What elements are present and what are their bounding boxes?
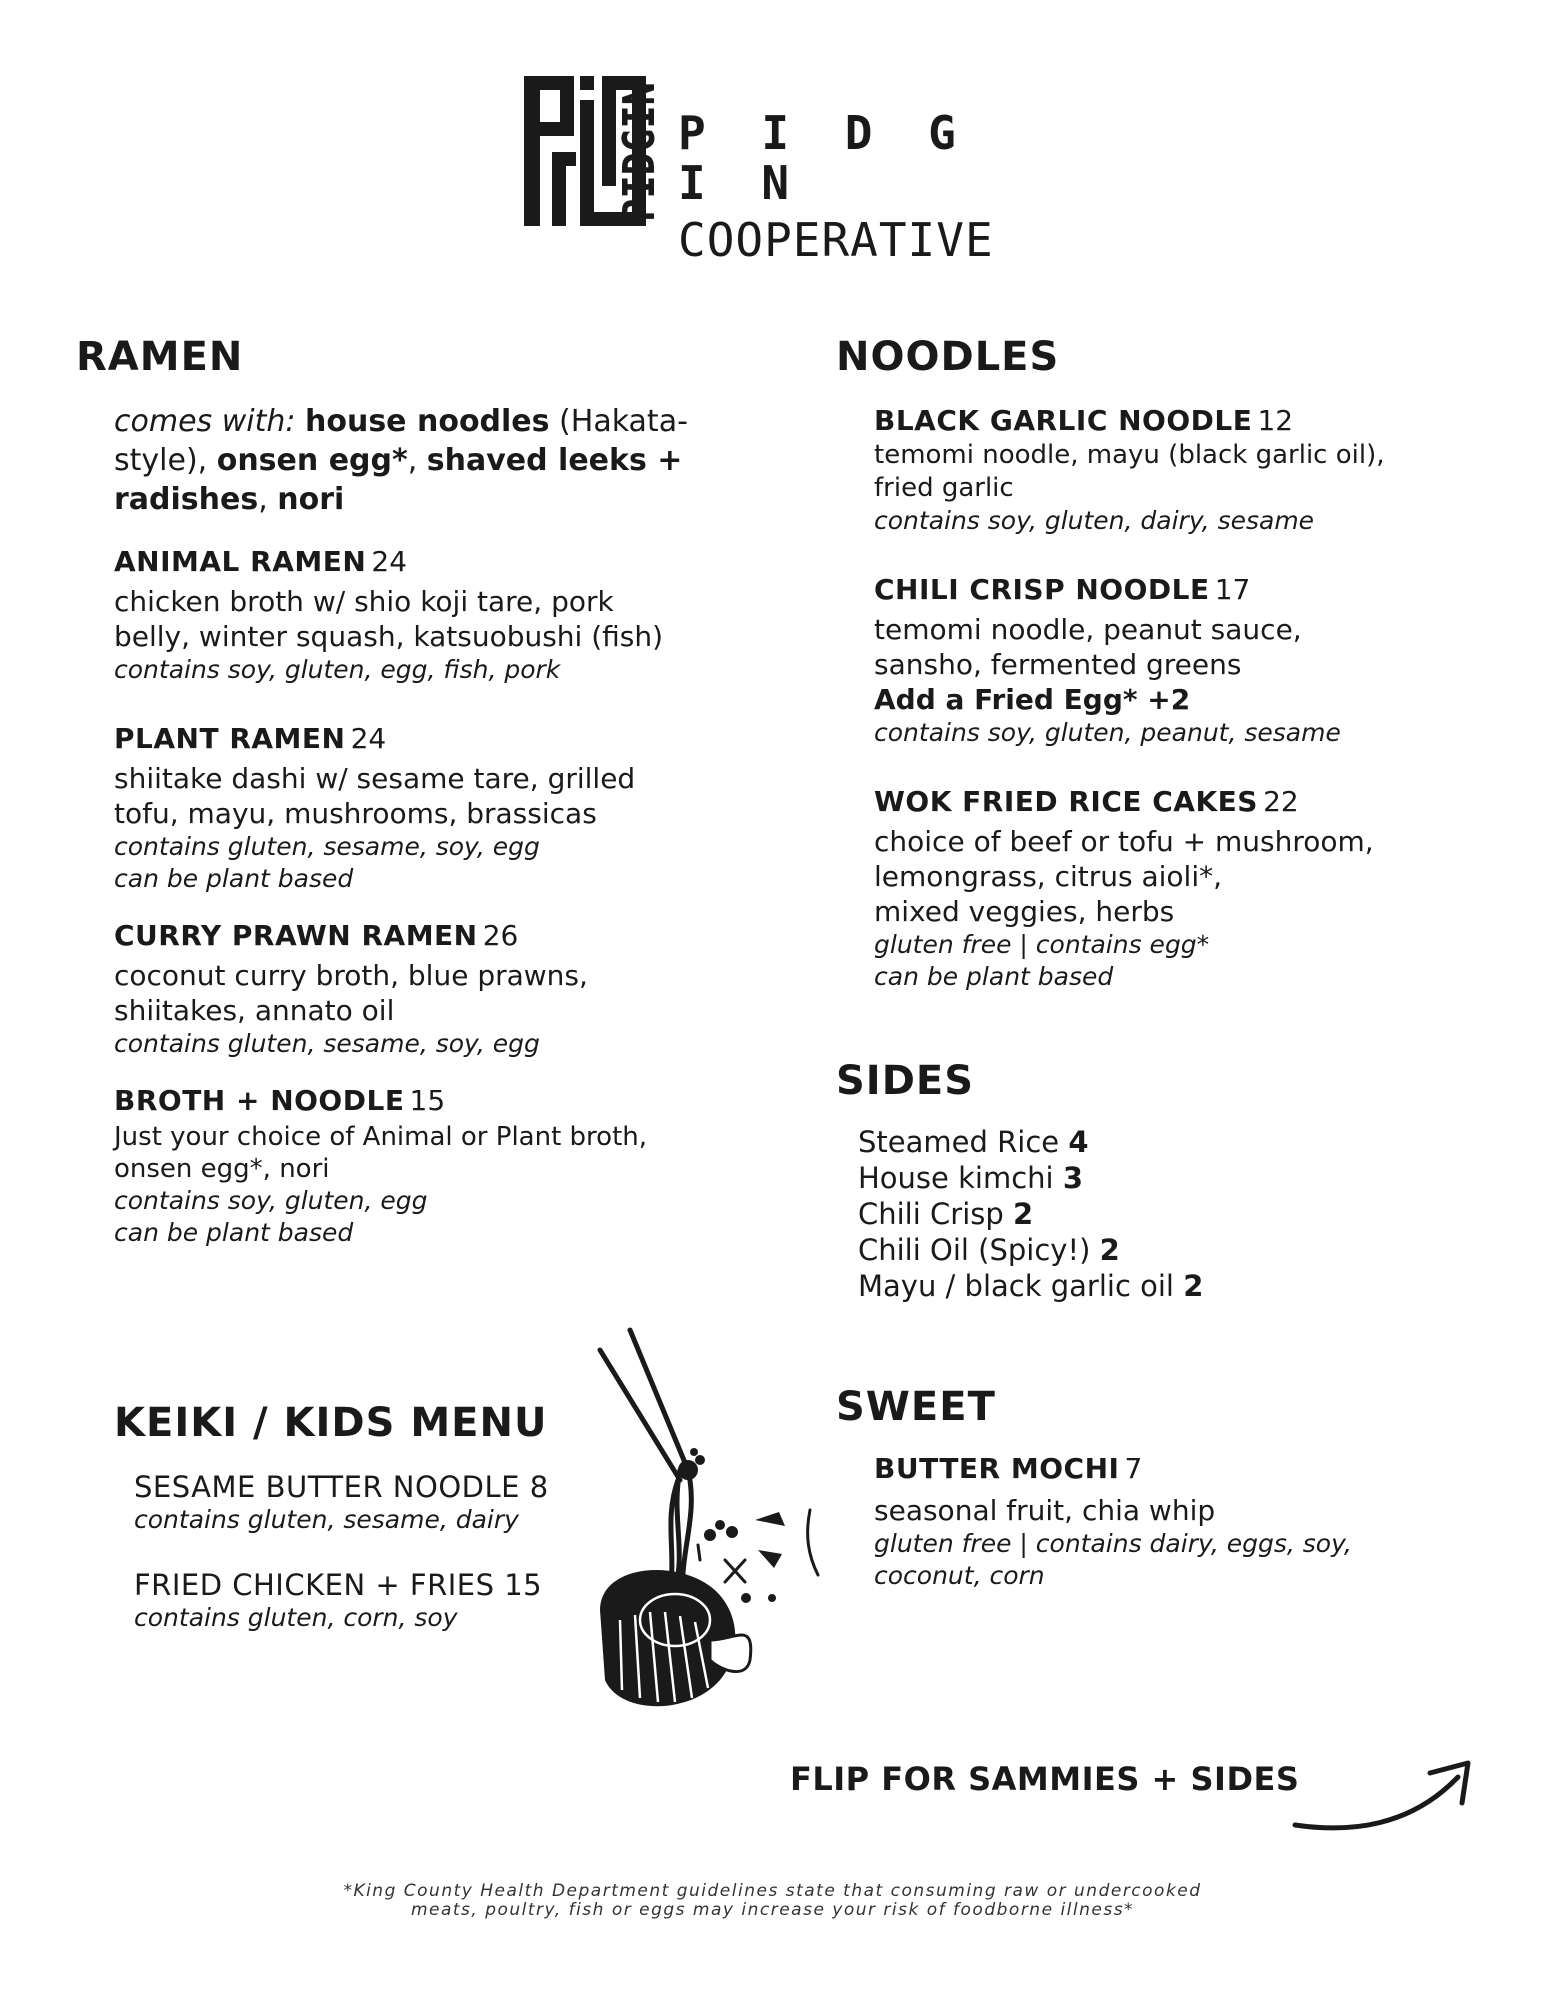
item-desc: fried garlic <box>874 473 1014 503</box>
side-price: 2 <box>1099 1233 1120 1267</box>
menu-item <box>874 404 1516 537</box>
sides-list <box>858 1124 1496 1304</box>
item-desc: shiitake dashi w/ sesame tare, grilled <box>114 762 636 795</box>
item-name: SESAME BUTTER NOODLE <box>134 1470 520 1504</box>
item-allergens: contains gluten, corn, soy <box>134 1603 458 1632</box>
item-desc: lemongrass, citrus aioli*, <box>874 860 1223 893</box>
menu-item <box>114 545 716 686</box>
sides-section <box>836 1058 1496 1304</box>
curved-arrow-icon <box>1290 1755 1490 1835</box>
kids-items <box>134 1470 594 1634</box>
item-price: 15 <box>504 1568 543 1602</box>
ramen-section <box>76 334 716 1269</box>
flip-note <box>790 1760 1299 1798</box>
list-item <box>858 1232 1496 1268</box>
logo <box>520 72 994 267</box>
menu-item <box>114 919 716 1060</box>
item-name: CHILI CRISP NOODLE <box>874 573 1210 606</box>
side-price: 2 <box>1183 1269 1204 1303</box>
side-name: House kimchi <box>858 1161 1054 1195</box>
noodles-section <box>836 334 1516 1013</box>
item-allergens: gluten free | contains egg* <box>874 930 1210 959</box>
sweet-section <box>836 1384 1496 1592</box>
comes-with-nori: nori <box>277 482 345 517</box>
item-desc: temomi noodle, peanut sauce, <box>874 613 1302 646</box>
logo-wordmark <box>678 108 994 268</box>
menu-item <box>874 1452 1496 1592</box>
section-title-sides: SIDES <box>836 1058 975 1104</box>
comes-with-prefix: comes with: <box>114 404 296 439</box>
item-name: CURRY PRAWN RAMEN <box>114 919 478 952</box>
side-name: Steamed Rice <box>858 1125 1060 1159</box>
menu-item <box>114 1084 716 1249</box>
comes-with-text: , <box>407 443 427 478</box>
item-desc: choice of beef or tofu + mushroom, <box>874 825 1374 858</box>
item-price: 26 <box>482 919 519 952</box>
item-desc: shiitakes, annato oil <box>114 994 395 1027</box>
item-price: 7 <box>1124 1452 1143 1485</box>
item-price: 24 <box>371 545 408 578</box>
item-price: 24 <box>350 722 387 755</box>
item-name: FRIED CHICKEN + FRIES <box>134 1568 495 1602</box>
comes-with-egg: onsen egg* <box>216 443 408 478</box>
item-name: ANIMAL RAMEN <box>114 545 367 578</box>
item-name: BUTTER MOCHI <box>874 1452 1120 1485</box>
section-title-sweet: SWEET <box>836 1384 996 1430</box>
logo-line2: COOPERATIVE <box>678 213 994 267</box>
item-allergens: can be plant based <box>114 864 354 893</box>
side-name: Chili Crisp <box>858 1197 1004 1231</box>
ramen-comes-with <box>114 402 714 519</box>
section-title-ramen: RAMEN <box>76 334 244 380</box>
comes-with-noodles: house noodles <box>305 404 550 439</box>
item-allergens: contains soy, gluten, peanut, sesame <box>874 718 1341 747</box>
noodles-items <box>874 404 1516 993</box>
item-allergens: gluten free | contains dairy, eggs, soy, <box>874 1529 1352 1558</box>
item-allergens: contains gluten, sesame, soy, egg <box>114 1029 540 1058</box>
item-desc: seasonal fruit, chia whip <box>874 1494 1216 1527</box>
side-price: 2 <box>1012 1197 1034 1231</box>
item-name: BROTH + NOODLE <box>114 1084 405 1117</box>
menu-item <box>134 1568 594 1634</box>
item-price: 15 <box>409 1084 446 1117</box>
side-name: Chili Oil (Spicy!) <box>858 1233 1091 1267</box>
side-name: Mayu / black garlic oil <box>858 1269 1174 1303</box>
item-allergens: can be plant based <box>874 962 1114 991</box>
list-item <box>858 1160 1496 1196</box>
kids-item-title <box>134 1470 594 1504</box>
ramen-bowl-illustration <box>560 1320 830 1720</box>
item-price: 12 <box>1257 404 1294 437</box>
comes-with-text: (Hakata-style), <box>114 404 688 478</box>
item-allergens: contains soy, gluten, dairy, sesame <box>874 506 1315 535</box>
item-desc: belly, winter squash, katsuobushi (fish) <box>114 620 664 653</box>
item-desc: chicken broth w/ shio koji tare, pork <box>114 585 614 618</box>
list-item <box>858 1268 1496 1304</box>
comes-with-text: , <box>258 482 278 517</box>
ramen-items <box>114 545 716 1249</box>
item-allergens: contains gluten, sesame, soy, egg <box>114 832 540 861</box>
list-item <box>858 1196 1496 1232</box>
item-desc: temomi noodle, mayu (black garlic oil), <box>874 440 1385 470</box>
item-price: 22 <box>1263 785 1299 818</box>
item-allergens: coconut, corn <box>874 1561 1045 1590</box>
logo-line1: P I D G I N <box>678 106 970 210</box>
flip-label: FLIP FOR SAMMIES + SIDES <box>790 1760 1300 1798</box>
item-desc: sansho, fermented greens <box>874 648 1242 681</box>
section-title-kids: KEIKI / KIDS MENU <box>114 1400 548 1446</box>
kids-item-title <box>134 1568 594 1602</box>
section-title-noodles: NOODLES <box>836 334 1060 380</box>
logo-mark-icon <box>520 72 650 232</box>
disclaimer-line: meats, poultry, fish or eggs may increase your risk of foodborne illness* <box>410 1900 1135 1920</box>
item-desc: coconut curry broth, blue prawns, <box>114 959 588 992</box>
sweet-items <box>874 1452 1496 1592</box>
item-allergens: contains soy, gluten, egg, fish, pork <box>114 655 561 684</box>
side-price: 4 <box>1068 1125 1089 1159</box>
item-name: WOK FRIED RICE CAKES <box>874 785 1258 818</box>
item-price: 8 <box>529 1470 549 1504</box>
side-price: 3 <box>1062 1161 1083 1195</box>
item-allergens: can be plant based <box>114 1218 354 1247</box>
item-desc: onsen egg*, nori <box>114 1154 330 1184</box>
item-allergens: contains gluten, sesame, dairy <box>134 1505 519 1534</box>
item-desc: tofu, mayu, mushrooms, brassicas <box>114 797 597 830</box>
item-desc: Just your choice of Animal or Plant broth, <box>114 1122 647 1152</box>
kids-section <box>114 1400 594 1634</box>
item-allergens: contains soy, gluten, egg <box>114 1186 428 1215</box>
menu-item <box>114 722 716 895</box>
item-name: PLANT RAMEN <box>114 722 346 755</box>
health-disclaimer <box>0 1882 1545 1920</box>
item-addon: Add a Fried Egg* +2 <box>874 683 1191 716</box>
menu-item <box>134 1470 594 1536</box>
list-item <box>858 1124 1496 1160</box>
menu-item <box>874 573 1516 749</box>
disclaimer-line: *King County Health Department guidelines state that consuming raw or undercooked <box>343 1881 1202 1901</box>
item-price: 17 <box>1214 573 1251 606</box>
menu-item <box>874 785 1516 993</box>
comes-with-leeks: shaved leeks + radishes <box>114 443 683 517</box>
item-name: BLACK GARLIC NOODLE <box>874 404 1253 437</box>
item-desc: mixed veggies, herbs <box>874 895 1175 928</box>
